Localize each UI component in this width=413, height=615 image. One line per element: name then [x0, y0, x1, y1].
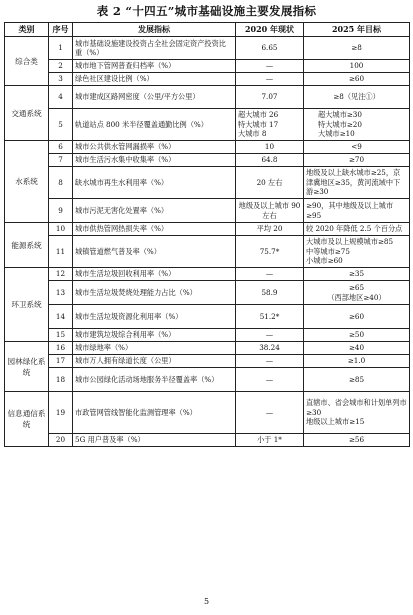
table-row — [5, 109, 410, 141]
status-cell: 20 左右 — [236, 167, 304, 199]
target-cell: ≥65 （西部地区≥40） — [304, 281, 410, 305]
row-number: 7 — [49, 154, 73, 167]
target-cell: ≥8（见注①） — [304, 86, 410, 109]
status-cell: — — [236, 392, 304, 434]
table-row — [5, 223, 410, 236]
indicator-cell: 城市万人拥有绿道长度（公里） — [73, 355, 236, 368]
table-row — [5, 355, 410, 368]
table-header-row — [5, 23, 410, 37]
target-cell: ≥60 — [304, 73, 410, 86]
category-cell: 能源系统 — [5, 223, 49, 268]
status-cell: 地级及以上城市 90 左右 — [236, 199, 304, 223]
indicator-cell: 5G 用户普及率（%） — [73, 434, 236, 447]
status-cell: 7.07 — [236, 86, 304, 109]
status-cell: 38.24 — [236, 342, 304, 355]
indicator-cell: 城市绿地率（%） — [73, 342, 236, 355]
row-number: 9 — [49, 199, 73, 223]
table-title: 表 2 “十四五”城市基础设施主要发展指标 — [96, 4, 317, 18]
table-row — [5, 167, 410, 199]
category-cell: 信息通信系统 — [5, 392, 49, 447]
row-number: 14 — [49, 305, 73, 329]
header-category: 类别 — [5, 23, 49, 37]
header-indicator: 发展指标 — [73, 23, 236, 37]
row-number: 18 — [49, 368, 73, 392]
row-number: 15 — [49, 329, 73, 342]
category-cell: 交通系统 — [5, 86, 49, 141]
table-row — [5, 268, 410, 281]
indicator-cell: 缺水城市再生水利用率（%） — [73, 167, 236, 199]
indicator-cell: 城镇管道燃气普及率（%） — [73, 236, 236, 268]
indicator-cell: 绿色社区建设比例（%） — [73, 73, 236, 86]
table-row — [5, 86, 410, 109]
status-cell: — — [236, 268, 304, 281]
status-cell: — — [236, 368, 304, 392]
row-number: 20 — [49, 434, 73, 447]
table-row — [5, 342, 410, 355]
target-cell: ≥60 — [304, 305, 410, 329]
indicator-cell: 城市生活垃圾回收利用率（%） — [73, 268, 236, 281]
status-cell: 51.2* — [236, 305, 304, 329]
row-number: 17 — [49, 355, 73, 368]
indicator-cell: 城市公共供水管网漏损率（%） — [73, 141, 236, 154]
table-row — [5, 434, 410, 447]
row-number: 1 — [49, 37, 73, 60]
indicator-cell: 城市公园绿化活动场地服务半径覆盖率（%） — [73, 368, 236, 392]
row-number: 19 — [49, 392, 73, 434]
row-number: 8 — [49, 167, 73, 199]
header-2025-target: 2025 年目标 — [304, 23, 410, 37]
status-cell: 平均 20 — [236, 223, 304, 236]
row-number: 10 — [49, 223, 73, 236]
row-number: 5 — [49, 109, 73, 141]
target-cell: 大城市及以上规模城市≥85 中等城市≥75 小城市≥60 — [304, 236, 410, 268]
indicator-cell: 市政管网管线智能化监测管理率（%） — [73, 392, 236, 434]
target-cell: <9 — [304, 141, 410, 154]
status-cell: 10 — [236, 141, 304, 154]
table-row — [5, 329, 410, 342]
table-row — [5, 37, 410, 60]
category-cell: 综合类 — [5, 37, 49, 86]
category-cell: 环卫系统 — [5, 268, 49, 342]
target-cell: 100 — [304, 60, 410, 73]
indicator-cell: 轨道站点 800 米半径覆盖通勤比例（%） — [73, 109, 236, 141]
status-cell: 75.7* — [236, 236, 304, 268]
target-cell: ≥1.0 — [304, 355, 410, 368]
target-cell: ≥85 — [304, 368, 410, 392]
target-cell: ≥35 — [304, 268, 410, 281]
status-cell: 58.9 — [236, 281, 304, 305]
table-row — [5, 199, 410, 223]
target-cell: ≥90，其中地级及以上城市≥95 — [304, 199, 410, 223]
indicator-table — [4, 22, 410, 447]
status-cell: 6.65 — [236, 37, 304, 60]
page-number: 5 — [203, 597, 210, 606]
table-row — [5, 305, 410, 329]
indicator-cell: 城市建筑垃圾综合利用率（%） — [73, 329, 236, 342]
status-cell: — — [236, 73, 304, 86]
table-row — [5, 60, 410, 73]
row-number: 11 — [49, 236, 73, 268]
indicator-cell: 城市生活污水集中收集率（%） — [73, 154, 236, 167]
status-cell: — — [236, 60, 304, 73]
row-number: 13 — [49, 281, 73, 305]
indicator-cell: 城市生活垃圾资源化利用率（%） — [73, 305, 236, 329]
table-row — [5, 141, 410, 154]
target-cell: ≥8 — [304, 37, 410, 60]
header-2020-status: 2020 年现状 — [236, 23, 304, 37]
target-cell: 较 2020 年降低 2.5 个百分点 — [304, 223, 410, 236]
category-cell: 水系统 — [5, 141, 49, 223]
target-cell: 地级及以上缺水城市≥25，京津冀地区≥35，黄河流域中下游≥30 — [304, 167, 410, 199]
status-cell: 64.8 — [236, 154, 304, 167]
target-cell: ≥70 — [304, 154, 410, 167]
indicator-cell: 城市基础设施建设投资占全社会固定资产投资比重（%） — [73, 37, 236, 60]
status-cell: 超大城市 26 特大城市 17 大城市 8 — [236, 109, 304, 141]
target-cell: ≥50 — [304, 329, 410, 342]
row-number: 4 — [49, 86, 73, 109]
indicator-cell: 城市生活垃圾焚烧处理能力占比（%） — [73, 281, 236, 305]
target-cell: 超大城市≥30 特大城市≥20 大城市≥10 — [304, 109, 410, 141]
indicator-cell: 城市地下管网普查归档率（%） — [73, 60, 236, 73]
row-number: 6 — [49, 141, 73, 154]
table-row — [5, 236, 410, 268]
row-number: 2 — [49, 60, 73, 73]
table-row — [5, 281, 410, 305]
table-row — [5, 368, 410, 392]
table-row — [5, 73, 410, 86]
target-cell: ≥40 — [304, 342, 410, 355]
header-number: 序号 — [49, 23, 73, 37]
status-cell: 小于 1* — [236, 434, 304, 447]
category-cell: 园林绿化系统 — [5, 342, 49, 392]
indicator-cell: 城市供热管网热损失率（%） — [73, 223, 236, 236]
target-cell: 直辖市、省会城市和计划单列市≥30 地级以上城市≥15 — [304, 392, 410, 434]
table-row — [5, 392, 410, 434]
row-number: 16 — [49, 342, 73, 355]
status-cell: — — [236, 329, 304, 342]
status-cell: — — [236, 355, 304, 368]
indicator-cell: 城市建成区路网密度（公里/平方公里） — [73, 86, 236, 109]
indicator-cell: 城市污泥无害化处置率（%） — [73, 199, 236, 223]
table-row — [5, 154, 410, 167]
row-number: 12 — [49, 268, 73, 281]
row-number: 3 — [49, 73, 73, 86]
target-cell: ≥56 — [304, 434, 410, 447]
